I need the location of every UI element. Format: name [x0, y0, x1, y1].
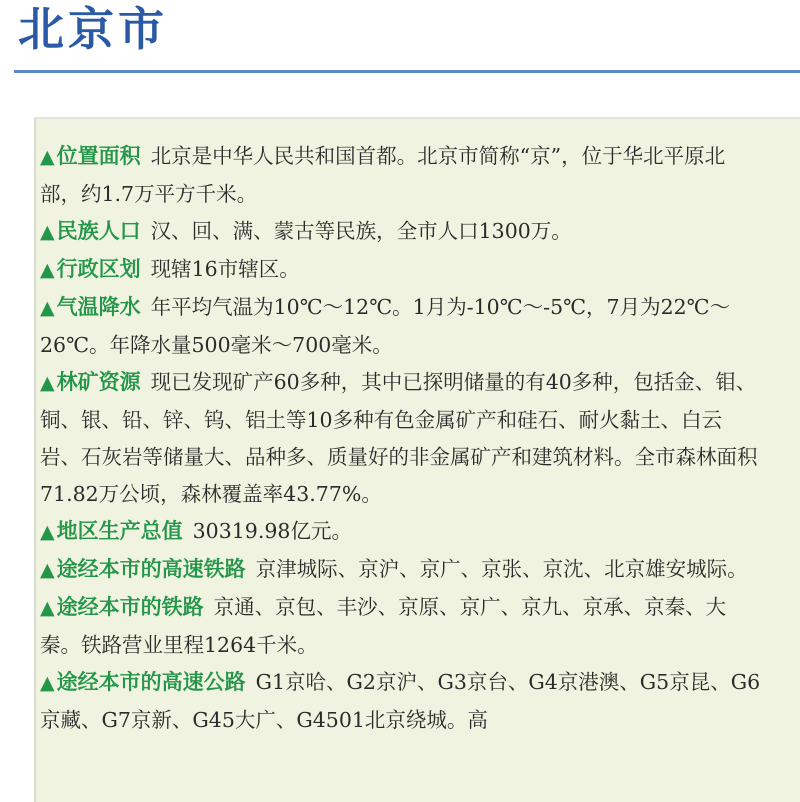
- item-text: G1京哈、G2京沪、G3京台、G4京港澳、G5京昆、G6京藏、G7京新、G45大广、G4501北京绕城。高: [40, 670, 761, 732]
- list-item-high-speed-rail: [40, 551, 762, 589]
- triangle-bullet-icon: ▲: [40, 521, 55, 543]
- list-item-railways: [40, 589, 762, 664]
- list-item-ethnic-population: [40, 213, 762, 251]
- item-heading: 气温降水: [56, 295, 141, 319]
- list-item-expressways: [40, 664, 762, 739]
- triangle-bullet-icon: ▲: [40, 297, 55, 319]
- page-header: [0, 0, 800, 95]
- item-text: 京津城际、京沪、京广、京张、京沈、北京雄安城际。: [255, 557, 748, 581]
- item-heading: 行政区划: [56, 257, 141, 281]
- triangle-bullet-icon: ▲: [40, 259, 55, 281]
- title-rule: [14, 70, 800, 73]
- list-item-climate: [40, 289, 762, 364]
- list-item-location-area: [40, 138, 762, 213]
- item-heading: 民族人口: [56, 219, 141, 243]
- item-text: 现辖16市辖区。: [150, 257, 300, 281]
- triangle-bullet-icon: ▲: [40, 146, 55, 168]
- item-text: 汉、回、满、蒙古等民族，全市人口1300万。: [150, 219, 572, 243]
- triangle-bullet-icon: ▲: [40, 672, 55, 694]
- item-heading: 地区生产总值: [56, 519, 183, 543]
- item-heading: 途经本市的高速铁路: [56, 557, 246, 581]
- item-text: 北京是中华人民共和国首都。北京市简称“京”，位于华北平原北部，约1.7万平方千米。: [40, 144, 726, 206]
- item-heading: 途经本市的铁路: [56, 595, 204, 619]
- info-list: [40, 138, 762, 739]
- item-heading: 位置面积: [56, 144, 141, 168]
- triangle-bullet-icon: ▲: [40, 597, 55, 619]
- item-heading: 途经本市的高速公路: [56, 670, 246, 694]
- list-item-gdp: [40, 513, 762, 551]
- item-text: 30319.98亿元。: [192, 519, 352, 543]
- item-text: 现已发现矿产60多种，其中已探明储量的有40多种，包括金、钼、铜、银、铅、锌、钨、铝土等10多种有色金属矿产和硅石、耐火黏土、白云岩、石灰岩等储量大、品种多、质量好的非金属矿产和建筑材料。全市森林面积71.82万公顷，森林覆盖率43.77%。: [40, 370, 758, 506]
- item-text: 京通、京包、丰沙、京原、京广、京九、京承、京秦、大秦。铁路营业里程1264千米。: [40, 595, 727, 657]
- list-item-administrative-division: [40, 251, 762, 289]
- triangle-bullet-icon: ▲: [40, 559, 55, 581]
- item-text: 年平均气温为10℃～12℃。1月为-10℃～-5℃，7月为22℃～26℃。年降水量500毫米～700毫米。: [40, 295, 731, 357]
- list-item-forest-mineral-resources: [40, 364, 762, 513]
- page-title: 北京市: [18, 2, 168, 56]
- triangle-bullet-icon: ▲: [40, 372, 55, 394]
- triangle-bullet-icon: ▲: [40, 221, 55, 243]
- item-heading: 林矿资源: [56, 370, 141, 394]
